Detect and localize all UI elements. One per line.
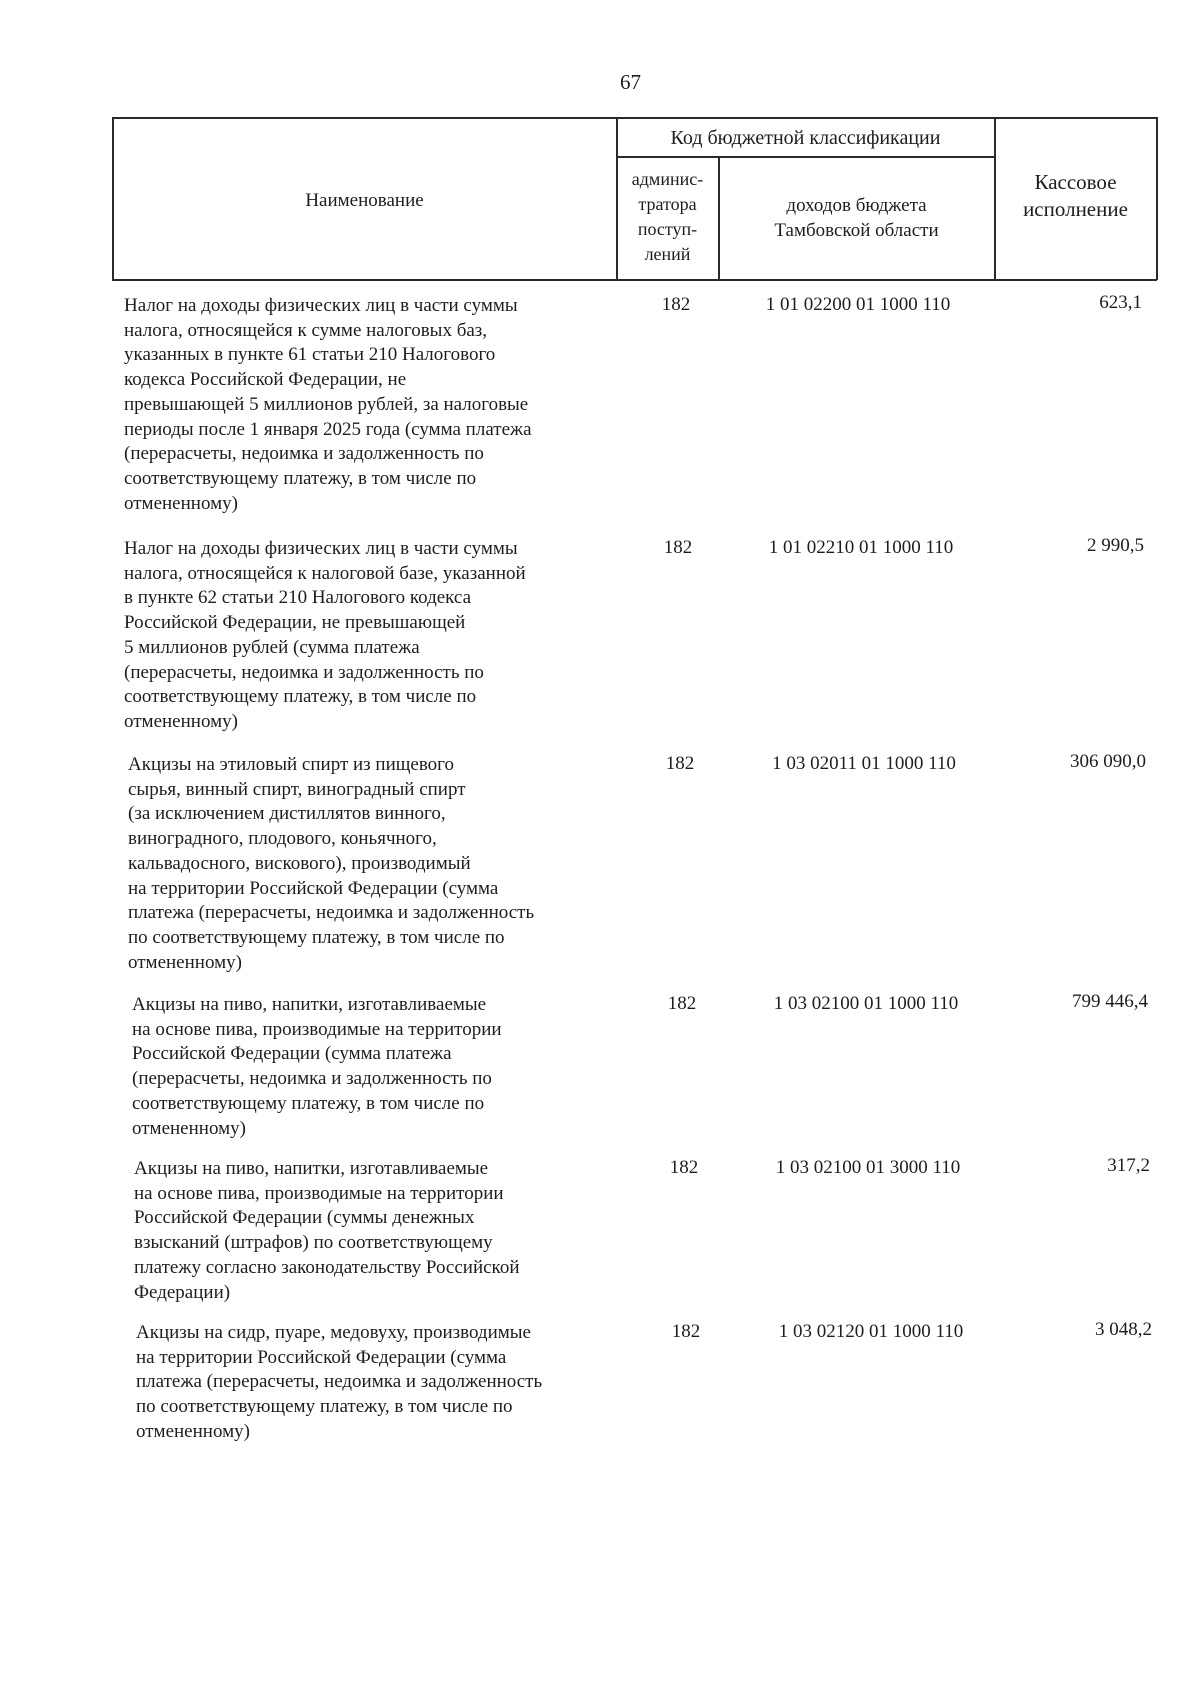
row-amount: 306 090,0: [1070, 751, 1146, 772]
row-income-code: 1 03 02100 01 3000 110: [775, 1157, 961, 1178]
row-income-code: 1 03 02120 01 1000 110: [778, 1321, 964, 1342]
row-name: Налог на доходы физических лиц в части суммы налога, относящейся к сумме налоговых баз, указанных в пункте 61 статьи 210 Налогового кодекса Российской Федерации, не превышающей 5 миллионов рублей, за налоговые периоды после 1 января 2025 года (сумма платежа (перерасчеты, недоимка и задолженность по соответствующему платежу, в том числе по отмененному): [124, 295, 532, 514]
header-admin: админис- тратора поступ- лений: [631, 169, 704, 264]
header-mid-border: [616, 156, 994, 158]
row-income-code: 1 01 02200 01 1000 110: [765, 294, 951, 315]
row-amount: 3 048,2: [1095, 1319, 1152, 1340]
row-admin-code: 182: [671, 1321, 701, 1342]
row-admin-code: 182: [667, 993, 697, 1014]
row-admin-code: 182: [663, 537, 693, 558]
row-admin-code: 182: [661, 294, 691, 315]
row-admin-code: 182: [669, 1157, 699, 1178]
row-admin-code: 182: [665, 753, 695, 774]
row-name: Акцизы на сидр, пуаре, медовуху, производимые на территории Российской Федерации (сумма платежа (перерасчеты, недоимка и задолженность по соответствующему платежу, в том числе по отмененному): [136, 1322, 543, 1442]
row-name: Налог на доходы физических лиц в части суммы налога, относящейся к налоговой базе, указанной в пункте 62 статьи 210 Налогового кодекса Российской Федерации, не превышающей 5 миллионов рублей (сумма платежа (перерасчеты, недоимка и задолженность по соответствующему платежу, в том числе по отмененному): [124, 538, 526, 732]
row-income-code: 1 01 02210 01 1000 110: [768, 537, 954, 558]
row-amount: 799 446,4: [1072, 991, 1148, 1012]
row-amount: 623,1: [1099, 292, 1142, 313]
page-number: 67: [620, 70, 641, 94]
header-execution: Кассовое исполнение: [1023, 170, 1128, 221]
row-name: Акцизы на пиво, напитки, изготавливаемые на основе пива, производимые на территории Российской Федерации (сумма платежа (перерасчеты, недоимка и задолженность по соответствующему платежу, в том числе по отмененному): [132, 994, 502, 1139]
header-right-border: [1156, 117, 1158, 280]
header-bottom-border: [112, 279, 1157, 281]
row-income-code: 1 03 02011 01 1000 110: [772, 753, 956, 774]
row-income-code: 1 03 02100 01 1000 110: [773, 993, 959, 1014]
header-income: доходов бюджета Тамбовской области: [774, 195, 939, 241]
row-name: Акцизы на этиловый спирт из пищевого сырья, винный спирт, виноградный спирт (за исключением дистиллятов винного, виноградного, плодового, коньячного, кальвадосного, вискового), производимый на территории Российской Федерации (сумма платежа (перерасчеты, недоимка и задолженность по соответствующему платежу, в том числе по отмененному): [128, 754, 535, 973]
row-amount: 2 990,5: [1087, 535, 1144, 556]
row-name: Акцизы на пиво, напитки, изготавливаемые на основе пива, производимые на территории Российской Федерации (суммы денежных взысканий (штрафов) по соответствующему платежу согласно законодательству Российской Федерации): [134, 1158, 520, 1303]
header-top-border: [112, 117, 1157, 119]
header-budget-code: Код бюджетной классификации: [670, 127, 941, 149]
row-amount: 317,2: [1107, 1155, 1150, 1176]
header-name: Наименование: [305, 190, 424, 211]
